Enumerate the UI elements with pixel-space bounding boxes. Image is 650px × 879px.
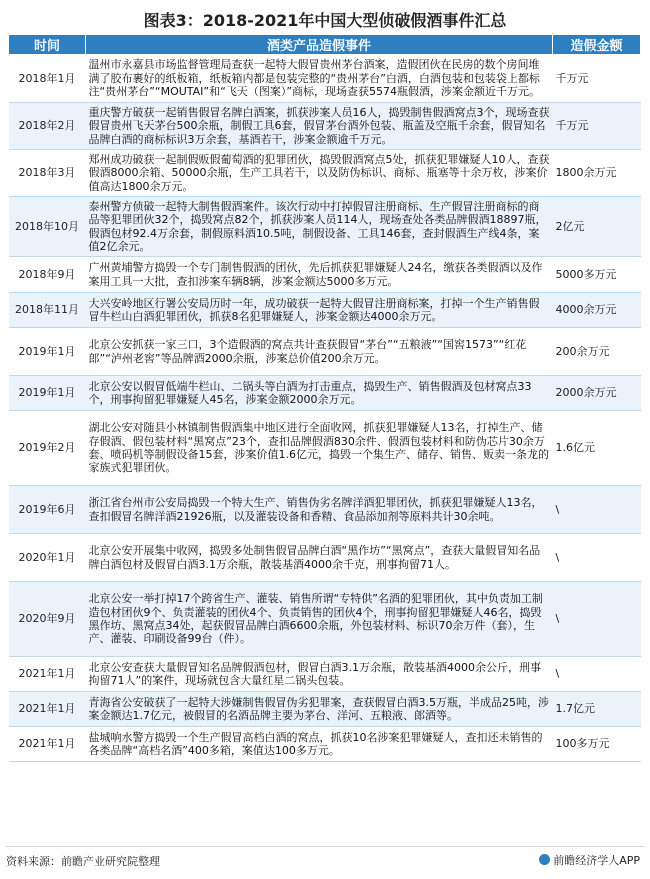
table-row: [9, 727, 641, 762]
row-time: 2018年1月: [9, 55, 86, 103]
row-description: 浙江省台州市公安局捣毁一个特大生产、销售伪劣名牌洋酒犯罪团伙，抓获犯罪嫌疑人13名，查扣假冒名牌洋酒21926瓶，以及灌装设备和香精、食品添加剂等原料共计30余吨。: [86, 486, 553, 534]
table-row: [9, 328, 641, 376]
row-description: 郑州成功破获一起制假贩假葡萄酒的犯罪团伙，捣毁假酒窝点5处，抓获犯罪嫌疑人10人，查获假酒8000余箱、50000余瓶，生产工具若干，以及防伪标识、商标、瓶塞等十余万枚，涉案价值高达1800余万元。: [86, 150, 553, 197]
row-description: 青海省公安破获了一起特大涉嫌制售假冒伪劣犯罪案，查获假冒白酒3.5万瓶，半成品25吨，涉案金额达1.7亿元，被假冒的名酒品牌主要为茅台、洋河、五粮液、郎酒等。: [86, 692, 553, 727]
row-time: 2018年9月: [9, 257, 86, 293]
row-time: 2019年1月: [9, 376, 86, 411]
row-amount: 千万元: [553, 55, 641, 103]
brand-credit: [539, 852, 640, 868]
row-description: 湖北公安对随县小林镇制售假酒集中地区进行全面收网，抓获犯罪嫌疑人13名，打掉生产、储存假酒、假包装材料“黑窝点”23个，查扣品牌假酒830余件、假酒包装材料和防伪芯片30余万套、喷码机等制假设备15套，涉案价值1.6亿元，捣毁一个集生产、储存、销售、贩卖一条龙的家族式犯罪团伙。: [86, 411, 553, 486]
table-row: [9, 657, 641, 692]
source-note: 资料来源：前瞻产业研究院整理: [6, 855, 160, 868]
row-amount: 2亿元: [553, 197, 641, 257]
row-description: 北京公安查获大量假冒知名品牌假酒包材，假冒白酒3.1万余瓶，散装基酒4000余公斤，刑事拘留71人”的案件，现场就包含大量红星二锅头包装。: [86, 657, 553, 692]
table-row: [9, 55, 641, 103]
row-description: 北京公安一举打掉17个跨省生产、灌装、销售所谓“专特供”名酒的犯罪团伙，其中负责加工制造包材团伙9个、负责灌装的团伙4个、负责销售的团伙4个，刑事拘留犯罪嫌疑人46名，捣毁黑作坊、黑窝点34处，起获假冒品牌白酒6600余瓶，外包装材料、标识70余万件（套），生产、灌装、印刷设备99台（件）。: [86, 582, 553, 657]
events-table: [8, 34, 641, 762]
table-row: [9, 411, 641, 486]
brand-logo-icon: [539, 854, 550, 865]
row-amount: \: [553, 486, 641, 534]
brand-name: 前瞻经济学人APP: [553, 854, 640, 867]
table-row: [9, 150, 641, 197]
figure-title: 图表3：2018-2021年中国大型侦破假酒事件汇总: [143, 11, 507, 30]
row-time: 2018年10月: [9, 197, 86, 257]
header-amount: 造假金额: [553, 35, 641, 55]
table-row: [9, 486, 641, 534]
table-row: [9, 257, 641, 293]
table-row: [9, 692, 641, 727]
row-amount: 4000余万元: [553, 293, 641, 328]
table-row: [9, 103, 641, 150]
row-description: 泰州警方侦破一起特大制售假酒案件。该次行动中打掉假冒注册商标、生产假冒注册商标的商品等犯罪团伙32个，捣毁窝点82个，抓获涉案人员114人，现场查处各类品牌假酒18897瓶，假酒包材92.4万余套，制假原料酒10.5吨，制假设备、工具146套，查封假酒生产线4条，案值2亿余元。: [86, 197, 553, 257]
table-row: [9, 197, 641, 257]
row-description: 广州黄埔警方捣毁一个专门制售假酒的团伙，先后抓获犯罪嫌疑人24名，缴获各类假酒以及作案用工具一大批，查扣涉案车辆8辆，涉案金额达5000多万元。: [86, 257, 553, 293]
header-event: 酒类产品造假事件: [86, 35, 553, 55]
row-amount: 1.7亿元: [553, 692, 641, 727]
row-time: 2021年1月: [9, 727, 86, 762]
table-row: [9, 376, 641, 411]
row-amount: 1.6亿元: [553, 411, 641, 486]
row-amount: 200余万元: [553, 328, 641, 376]
row-time: 2021年1月: [9, 692, 86, 727]
row-time: 2018年3月: [9, 150, 86, 197]
row-time: 2019年2月: [9, 411, 86, 486]
row-description: 北京公安抓获一家三口，3个造假酒的窝点共计查获假冒“茅台”“五粮液”“国窖1573”“红花郎”“泸州老窖”等品牌酒2000余瓶，涉案总价值200余万元。: [86, 328, 553, 376]
table-row: [9, 534, 641, 582]
row-amount: 100多万元: [553, 727, 641, 762]
row-amount: 千万元: [553, 103, 641, 150]
row-amount: 1800余万元: [553, 150, 641, 197]
row-description: 北京公安以假冒低端牛栏山、二锅头等白酒为打击重点，捣毁生产、销售假酒及包材窝点33个，刑事拘留犯罪嫌疑人45名，涉案金额2000余万元。: [86, 376, 553, 411]
row-amount: \: [553, 657, 641, 692]
footer-divider: [6, 846, 644, 847]
row-time: 2018年11月: [9, 293, 86, 328]
row-description: 重庆警方破获一起销售假冒名牌白酒案，抓获涉案人员16人，捣毁制售假酒窝点3个，现场查获假冒贵州飞天茅台500余瓶，制假工具6套，假冒茅台酒外包装、瓶盖及空瓶千余套，假冒知名品牌白酒的商标标识3万余套，基酒若干，涉案金额逾千万元。: [86, 103, 553, 150]
table-header-row: [9, 35, 641, 55]
row-time: 2020年9月: [9, 582, 86, 657]
row-amount: \: [553, 534, 641, 582]
row-amount: 2000余万元: [553, 376, 641, 411]
row-time: 2018年2月: [9, 103, 86, 150]
row-time: 2021年1月: [9, 657, 86, 692]
table-row: [9, 582, 641, 657]
row-time: 2019年6月: [9, 486, 86, 534]
row-amount: \: [553, 582, 641, 657]
row-description: 温州市永嘉县市场监督管理局查获一起特大假冒贵州茅台酒案，造假团伙在民房的数个房间堆满了胶布裹好的纸板箱，纸板箱内都是包装完整的“贵州茅台”白酒，白酒包装和包装袋上都标注“贵州茅台”“MOUTAI”和“飞天（图案）”商标，现场查获5574瓶假酒，涉案金额近千万元。: [86, 55, 553, 103]
row-description: 盐城响水警方捣毁一个生产假冒高档白酒的窝点，抓获10名涉案犯罪嫌疑人，查扣还未销售的各类品牌“高档名酒”400多箱，案值达100多万元。: [86, 727, 553, 762]
row-description: 北京公安开展集中收网，捣毁多处制售假冒品牌白酒“黑作坊”“黑窝点”，查获大量假冒知名品牌白酒包材及假冒白酒3.1万余瓶，散装基酒4000余千克，刑事拘留71人。: [86, 534, 553, 582]
row-description: 大兴安岭地区行署公安局历时一年，成功破获一起特大假冒注册商标案，打掉一个生产销售假冒牛栏山白酒犯罪团伙，抓获8名犯罪嫌疑人，涉案金额达4000余万元。: [86, 293, 553, 328]
header-time: 时间: [9, 35, 86, 55]
row-amount: 5000多万元: [553, 257, 641, 293]
row-time: 2020年1月: [9, 534, 86, 582]
row-time: 2019年1月: [9, 328, 86, 376]
table-row: [9, 293, 641, 328]
